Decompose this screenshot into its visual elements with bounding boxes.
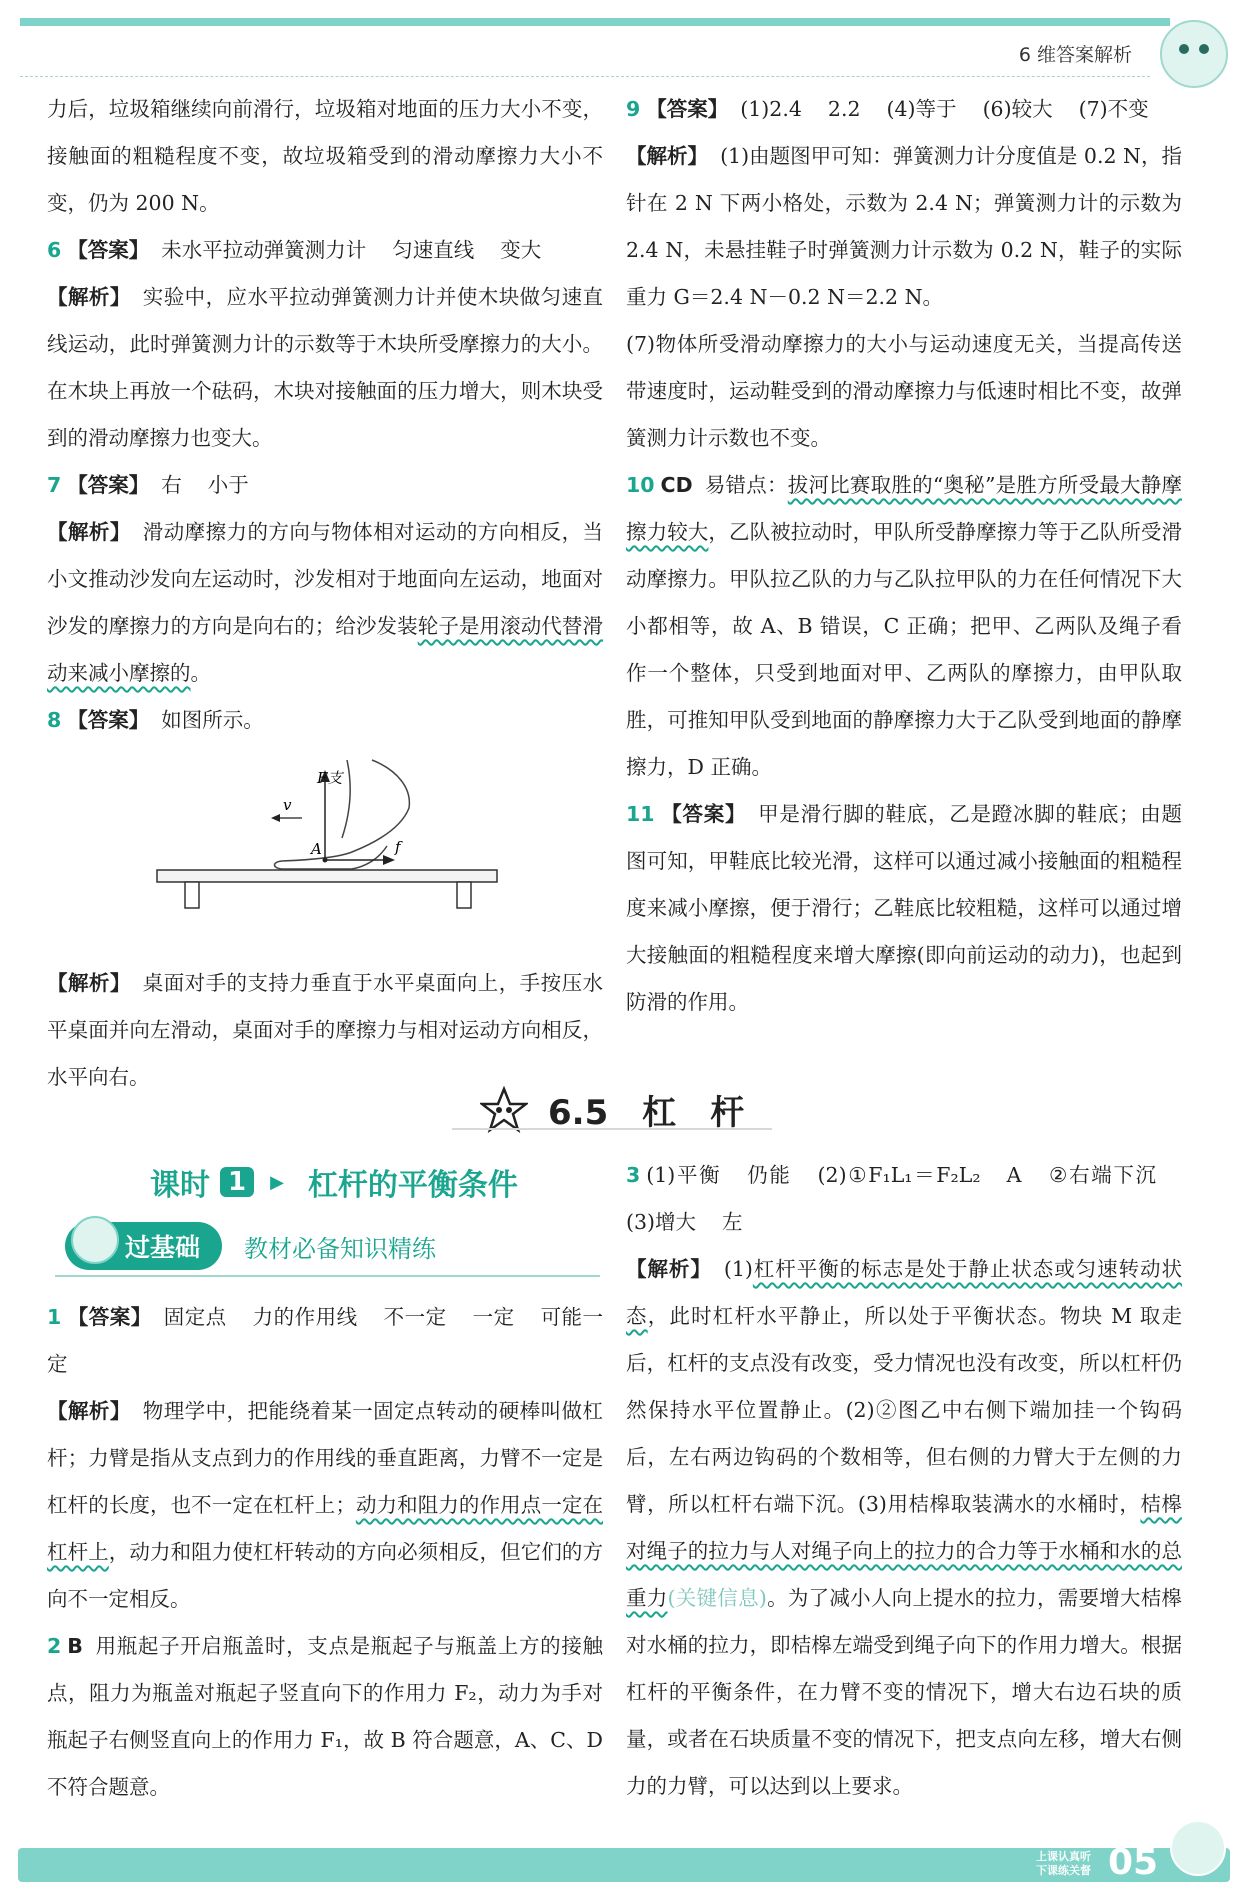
section-divider [452, 1128, 772, 1130]
question-9-analysis-2: (7)物体所受滑动摩擦力的大小与运动速度无关，当提高传送带速度时，运动鞋受到的滑动摩擦力与低速时相比不变，故弹簧测力计示数也不变。 [626, 332, 1182, 450]
basics-subtitle: 教材必备知识精练 [244, 1234, 437, 1263]
support-force-label: F支 [317, 769, 343, 787]
question-2: 2 B 用瓶起子开启瓶盖时，支点是瓶起子与瓶盖上方的接触点，阻力为瓶盖对瓶起子竖直向下的作用力 F₂，动力为手对瓶起子右侧竖直向上的作用力 F₁，故 B 符合题意，A、C、D 不符合题意。 [47, 1634, 603, 1799]
continued-paragraph: 力后，垃圾箱继续向前滑行，垃圾箱对地面的压力大小不变，接触面的粗糙程度不变，故垃圾箱受到的滑动摩擦力大小不变，仍为 200 N。 [47, 97, 603, 215]
point-A [323, 858, 328, 863]
point-A-label: A [311, 840, 322, 858]
question-9-answer: 9 【答案】 (1)2.4 2.2 (4)等于 (6)较大 (7)不变 [626, 97, 1149, 121]
question-6-answer: 6 【答案】 未水平拉动弹簧测力计 匀速直线 变大 [47, 238, 542, 262]
header-divider [20, 76, 1150, 77]
friction-force-arrowhead [383, 855, 395, 865]
question-11: 11 【答案】 甲是滑行脚的鞋底，乙是蹬冰脚的鞋底；由题图可知，甲鞋底比较光滑，这样可以通过减小接触面的粗糙程度来减小摩擦，便于滑行；乙鞋底比较粗糙，这样可以通过增大接触面的粗糙程度来增大摩擦(即向前运动的动力)，也起到防滑的作用。 [626, 802, 1183, 1014]
question-6-analysis: 【解析】 实验中，应水平拉动弹簧测力计并使木块做匀速直线运动，此时弹簧测力计的示数等于木块所受摩擦力的大小。在木块上再放一个砝码，木块对接触面的压力增大，则木块受到的滑动摩擦力也变大。 [47, 285, 604, 450]
table-leg-left [185, 882, 199, 908]
question-7-answer: 7 【答案】 右 小于 [47, 473, 249, 497]
right-column-upper [626, 86, 1182, 1026]
hand-on-table-figure [47, 748, 603, 960]
lesson-header [150, 1160, 518, 1204]
question-8-analysis: 【解析】 桌面对手的支持力垂直于水平桌面向上，手按压水平桌面并向左滑动，桌面对手的摩擦力与相对运动方向相反，水平向右。 [47, 971, 604, 1089]
page-number: 05 [1108, 1842, 1159, 1883]
lesson-number: 1 [220, 1167, 254, 1197]
lesson-title: 杠杆的平衡条件 [307, 1168, 518, 1203]
basics-label: 过基础 [65, 1222, 222, 1270]
star-icon [480, 1086, 528, 1134]
footer-mascot-icon [1170, 1820, 1226, 1876]
question-1-analysis: 【解析】 物理学中，把能绕着某一固定点转动的硬棒叫做杠杆；力臂是指从支点到力的作用线的垂直距离，力臂不一定是杠杆的长度，也不一定在杠杆上；动力和阻力的作用点一定在杠杆上，动力和阻力使杠杆转动的方向必须相反，但它们的方向不一定相反。 [47, 1399, 604, 1611]
question-7-analysis: 【解析】 滑动摩擦力的方向与物体相对运动的方向相反，当小文推动沙发向左运动时，沙发相对于地面向左运动，地面对沙发的摩擦力的方向是向右的；给沙发装轮子是用滚动代替滑动来减小摩擦的。 [47, 520, 604, 685]
left-column-lower [47, 1294, 603, 1811]
wrist-line [342, 760, 350, 838]
section-title-text: 6.5 杠 杆 [548, 1093, 745, 1133]
question-10: 10 CD 易错点：拔河比赛取胜的“奥秘”是胜方所受最大静摩擦力较大，乙队被拉动时，甲队所受静摩擦力等于乙队所受滑动摩擦力。甲队拉乙队的力与乙队拉甲队的力在任何情况下大小都相等，故 A、B 错误，C 正确；把甲、乙两队及绳子看作一个整体，只受到地面对甲、乙两队的摩擦力，由甲队取胜，可推知甲队受到地面的静摩擦力大于乙队受到地面的静摩擦力，D 正确。 [626, 473, 1183, 779]
question-1-answer: 1 【答案】 固定点 力的作用线 不一定 一定 可能一定 [47, 1305, 604, 1376]
lesson-prefix: 课时 [150, 1168, 210, 1203]
left-column-upper [47, 86, 603, 1101]
footer-slogan: 上课认真听 下课练关督 [1036, 1850, 1091, 1877]
question-3-analysis: 【解析】 (1)杠杆平衡的标志是处于静止状态或匀速转动状态，此时杠杆水平静止，所以处于平衡状态。物块 M 取走后，杠杆的支点没有改变，受力情况也没有改变，所以杠杆仍然保持水平位置静止。(2)②图乙中右侧下端加挂一个钩码后，左右两边钩码的个数相等，但右侧的力臂大于左侧的力臂，所以杠杆右端下沉。(3)用桔槔取装满水的水桶时，桔槔对绳子的拉力与人对绳子向上的拉力的合力等于水桶和水的总重力(关键信息)。为了减小人向上提水的拉力，需要增大桔槔对水桶的拉力，即桔槔左端受到绳子向下的作用力增大。根据杠杆的平衡条件，在力臂不变的情况下，增大右边石块的质量，或者在石块质量不变的情况下，把支点向左移，增大右侧力的力臂，可以达到以上要求。 [626, 1257, 1183, 1798]
table-leg-right [457, 882, 471, 908]
basics-divider [55, 1275, 600, 1277]
velocity-label: v [283, 796, 292, 814]
question-9-analysis-1: 【解析】 (1)由题图甲可知：弹簧测力计分度值是 0.2 N，指针在 2 N 下两小格处，示数为 2.4 N；弹簧测力计的示数为 2.4 N，未悬挂鞋子时弹簧测力计示数为 0.2 N，鞋子的实际重力 G＝2.4 N－0.2 N＝2.2 N。 [626, 144, 1182, 309]
friction-label: f [395, 838, 401, 856]
velocity-arrowhead [271, 814, 280, 822]
top-decor-strip [20, 18, 1170, 26]
question-3-answer: 3 (1)平衡 仍能 (2)①F₁L₁＝F₂L₂ A ②右端下沉(3)增大 左 [626, 1163, 1157, 1234]
section-title [480, 1085, 744, 1134]
triangle-icon: ▶ [270, 1171, 284, 1193]
basics-banner [65, 1222, 436, 1270]
force-diagram [147, 748, 507, 948]
header-title: 6 维答案解析 [1018, 44, 1132, 66]
mascot-icon [1160, 20, 1228, 88]
table-top [157, 870, 497, 882]
right-column-lower [626, 1152, 1182, 1810]
question-8-answer: 8 【答案】 如图所示。 [47, 708, 264, 732]
